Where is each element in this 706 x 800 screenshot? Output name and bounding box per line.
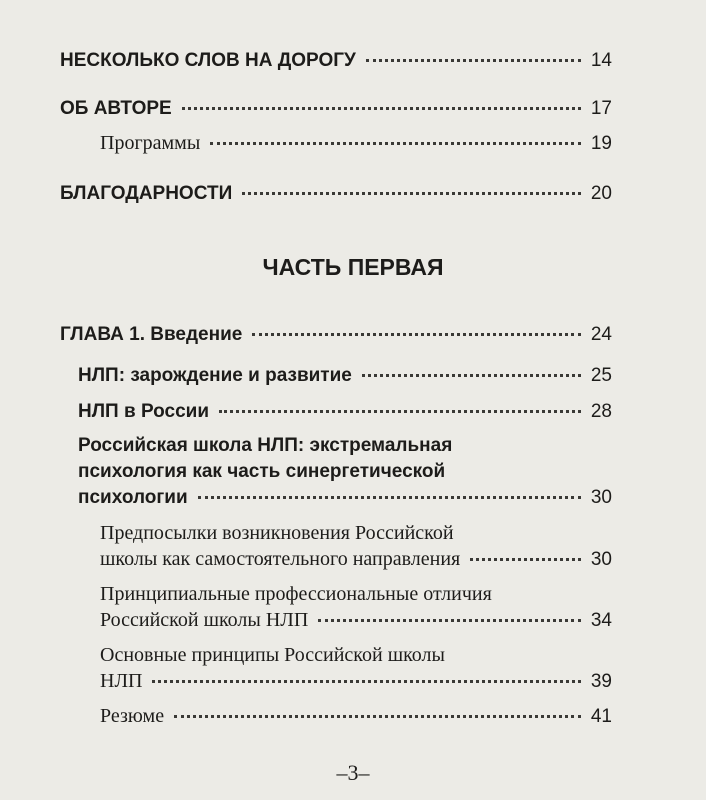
- dot-leader: [198, 496, 581, 499]
- toc-entry-blagodarnosti: [60, 181, 612, 207]
- toc-page-number: 20: [590, 183, 612, 204]
- toc-label: НЛП: зарождение и развитие: [78, 365, 352, 386]
- page-number: –3–: [336, 760, 370, 785]
- toc-label-line: Российская школа НЛП: экстремальная: [78, 435, 453, 456]
- toc-page-number: 30: [590, 549, 612, 570]
- toc-entry-glava-1: [60, 322, 612, 348]
- toc-entry-rossiyskaya-shkola: [78, 433, 612, 511]
- toc-label: НЛП: [100, 670, 143, 692]
- toc-entry-rezyume: [100, 703, 612, 730]
- toc-page-number: 17: [590, 98, 612, 119]
- toc-label: ГЛАВА 1. Введение: [60, 324, 243, 345]
- toc-label-line: Принципиальные профессиональные отличия: [100, 583, 492, 605]
- toc-page-number: 25: [590, 365, 612, 386]
- dot-leader: [366, 59, 581, 62]
- toc-entry-ob-avtore: [60, 96, 612, 122]
- toc-page-number: 19: [590, 133, 612, 154]
- toc-entry-nlp-zarozhdenie: [78, 363, 612, 389]
- toc-page-number: 41: [590, 706, 612, 727]
- toc-entry-predposylki: [100, 520, 612, 573]
- toc-label: Программы: [100, 132, 201, 154]
- toc-label: НЕСКОЛЬКО СЛОВ НА ДОРОГУ: [60, 50, 356, 71]
- toc-page-number: 34: [590, 610, 612, 631]
- dot-leader: [252, 333, 581, 336]
- toc-label-line: психология как часть синергетической: [78, 461, 446, 482]
- toc-label-line: Предпосылки возникновения Российской: [100, 522, 454, 544]
- toc-entry-programmy: [100, 130, 612, 157]
- toc-entry-neskolko-slov: [60, 48, 612, 74]
- toc-page-number: 14: [590, 50, 612, 71]
- toc-page-number: 24: [590, 324, 612, 345]
- dot-leader: [318, 619, 581, 622]
- toc-label: ОБ АВТОРЕ: [60, 98, 172, 119]
- part-heading: ЧАСТЬ ПЕРВАЯ: [262, 254, 444, 280]
- dot-leader: [174, 715, 581, 718]
- dot-leader: [362, 374, 581, 377]
- toc-page-number: 30: [590, 487, 612, 508]
- toc-label: школы как самостоятельного направления: [100, 548, 461, 570]
- dot-leader: [242, 192, 581, 195]
- dot-leader: [470, 558, 581, 561]
- toc-label: психологии: [78, 487, 188, 508]
- dot-leader: [182, 107, 581, 110]
- toc-label: Резюме: [100, 705, 165, 727]
- toc-page-number: 39: [590, 671, 612, 692]
- toc-entry-principialnye-otlichiya: [100, 581, 612, 634]
- dot-leader: [210, 142, 581, 145]
- toc-label: Российской школы НЛП: [100, 609, 309, 631]
- toc-label-line: Основные принципы Российской школы: [100, 644, 445, 666]
- toc-label: БЛАГОДАРНОСТИ: [60, 183, 233, 204]
- toc-entry-nlp-v-rossii: [78, 399, 612, 425]
- toc-label: НЛП в России: [78, 401, 209, 422]
- toc-page-number: 28: [590, 401, 612, 422]
- toc-entry-osnovnye-principy: [100, 642, 612, 695]
- dot-leader: [219, 410, 581, 413]
- dot-leader: [152, 680, 580, 683]
